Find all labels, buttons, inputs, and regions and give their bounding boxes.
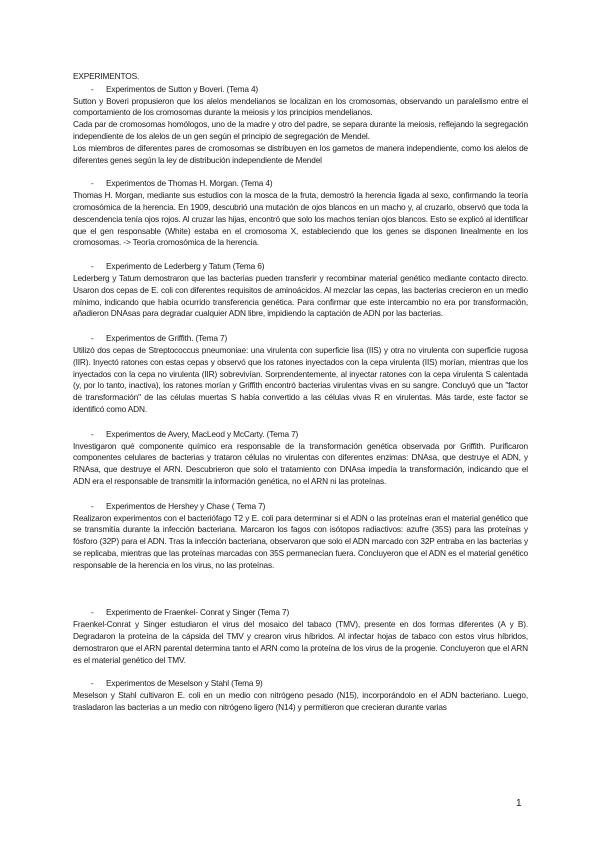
section-lederberg-tatum	[73, 261, 528, 320]
paragraph: Sutton y Boveri propusieron que los alelos mendelianos se localizan en los cromosomas, observando un paralelismo entre el comportamiento de los cromosomas durante la meiosis y los principios mendelianos.	[73, 95, 528, 118]
section-heading: - Experimentos de Sutton y Boveri. (Tema 4)	[91, 83, 259, 94]
section-heading: - Experimento de Lederberg y Tatum (Tema 6)	[91, 261, 265, 272]
paragraph: Cada par de cromosomas homólogos, uno de la madre y otro del padre, se separa durante la meiosis, reflejando la segregación independiente de los alelos de un gen según el principio de segregación de Mendel.	[73, 119, 528, 141]
paragraph: Investigaron qué componente químico era responsable de la transformación genética observada por Griffith. Purificaron componentes celulares de bacterias y trataron células no virulentas con diferentes enzimas: DNAsa, que destruye el ADN, y RNAsa, que destruye el ARN. Descubrieron que solo el tratamiento con DNAsa impedía la transformación, indicando que el ADN era el responsable de transmitir la información genética, no el ARN ni las proteínas.	[73, 440, 528, 486]
section-hershey-chase	[73, 501, 528, 572]
paragraph: Utilizó dos cepas de Streptococcus pneumoniae: una virulenta con superficie lisa (IIS) y otra no virulenta con superficie rugosa (IIR). Inyectó ratones con estas cepas y observó que los ratones inyectados con la cepa virulenta (IIS) morían, mientras que los inyectados con la cepa no virulenta (IIR) sobrevivían. Sorprendentemente, al inyectar ratones con la cepa virulenta S calentada (y, por lo tanto, inactiva), los ratones morían y Griffith encontró bacterias virulentas vivas en su sangre. Concluyó que un "factor de transformación" de las células muertas S había convertido a las células vivas R en virulentas. Más tarde, este factor se identificó como ADN.	[73, 344, 528, 414]
paragraph: Los miembros de diferentes pares de cromosomas se distribuyen en los gametos de manera independiente, como los alelos de diferentes genes según la ley de distribución independiente de Mendel	[73, 142, 528, 165]
document-body	[73, 71, 528, 714]
document-title: EXPERIMENTOS.	[73, 71, 140, 81]
section-morgan	[73, 178, 528, 249]
paragraph: Thomas H. Morgan, mediante sus estudios con la mosca de la fruta, demostró la herencia ligada al sexo, confirmando la teoría cromosómica de la herencia. En 1909, descubrió una mutación de ojos blancos en un macho y, al cruzarlo, observó que toda la descendencia tenía ojos rojos. Al cruzar las hijas, encontró que solo los machos tenían ojos blancos. Esto se explicó al identificar que el gen responsable (White) estaba en el cromosoma X, estableciendo que los genes se disponen linealmente en los cromosomas. -> Teoría cromosómica de la herencia.	[73, 190, 528, 248]
paragraph: Lederberg y Tatum demostraron que las bacterias pueden transferir y recombinar material genético mediante contacto directo. Usaron dos cepas de E. coli con diferentes requisitos de aminoácidos. Al mezclar las cepas, las bacterias crecieron en un medio mínimo, indicando que había ocurrido transferencia genética. Para confirmar que este intercambio no era por transformación, añadieron DNAsas para degradar cualquier ADN libre, impidiendo la captación de ADN por las bacterias.	[73, 272, 528, 319]
section-heading: - Experimento de Fraenkel- Conrat y Singer (Tema 7)	[91, 607, 290, 618]
paragraph: Realizaron experimentos con el bacteriófago T2 y E. coli para determinar si el ADN o las proteínas eran el material genético que se transmitía durante la infección bacteriana. Marcaron los fagos con isótopos radiactivos: azufre (35S) para las proteínas y fósforo (32P) para el ADN. Tras la infección bacteriana, observaron que solo el ADN marcado con 32P entraba en las bacterias y se replicaba, mientras que las proteínas marcadas con 35S permanecían fuera. Concluyeron que el ADN es el material genético responsable de la herencia en los virus, no las proteínas.	[73, 512, 528, 570]
section-griffith	[73, 333, 528, 416]
section-heading: - Experimentos de Avery, MacLeod y McCarty. (Tema 7)	[91, 428, 299, 439]
section-avery-macleod-mccarty	[73, 429, 528, 488]
page-number: 1	[516, 798, 522, 809]
section-heading: - Experimentos de Meselson y Stahl (Tema 9)	[91, 678, 263, 689]
paragraph: Fraenkel-Conrat y Singer estudiaron el virus del mosaico del tabaco (TMV), presente en dos formas diferentes (A y B). Degradaron la proteína de la cápsida del TMV y crearon virus híbridos. Al infectar hojas de tabaco con estos virus híbridos, demostraron que el ARN parental determina tanto el ARN como la proteína de los virus de la progenie. Concluyeron que el ARN es el material genético del TMV.	[73, 619, 528, 665]
section-heading: - Experimentos de Griffith. (Tema 7)	[91, 333, 228, 344]
section-sutton-boveri	[73, 84, 528, 167]
section-heading: - Experimentos de Thomas H. Morgan. (Tema 4)	[91, 178, 273, 189]
section-fraenkel-conrat-singer	[73, 607, 528, 666]
section-meselson-stahl	[73, 678, 528, 713]
paragraph: Meselson y Stahl cultivaron E. coli en un medio con nitrógeno pesado (N15), incorporándolo en el ADN bacteriano. Luego, trasladaron las bacterias a un medio con nitrógeno ligero (N14) y permitieron que crecieran durante varias	[73, 690, 528, 713]
section-heading: - Experimentos de Hershey y Chase ( Tema 7)	[91, 500, 266, 511]
